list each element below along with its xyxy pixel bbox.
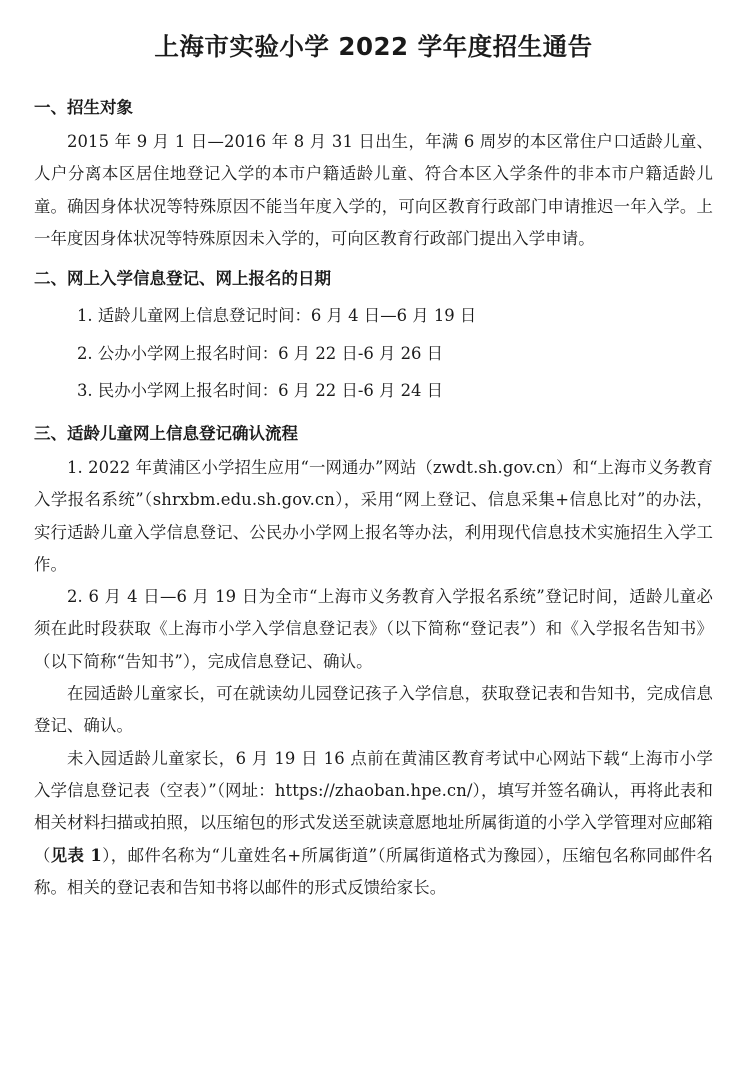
process-paragraph: 在园适龄儿童家长，可在就读幼儿园登记孩子入学信息，获取登记表和告知书，完成信息登记、确认。 — [34, 684, 713, 736]
process-paragraph: 1. 2022 年黄浦区小学招生应用“一网通办”网站（zwdt.sh.gov.cn）和“上海市义务教育入学报名系统”（shrxbm.edu.sh.gov.cn），采用“网上登记、信息采集+信息比对”的办法，实行适龄儿童入学信息登记、公民办小学网上报名等办法，利用现代信息技术实施招生入学工作。 — [34, 457, 713, 574]
date-item: 3. 民办小学网上报名时间：6 月 22 日-6 月 24 日 — [77, 381, 444, 401]
section-registration-dates — [34, 267, 713, 410]
section-heading: 二、网上入学信息登记、网上报名的日期 — [34, 269, 331, 289]
date-item: 2. 公办小学网上报名时间：6 月 22 日-6 月 26 日 — [77, 343, 444, 363]
section-heading: 三、适龄儿童网上信息登记确认流程 — [34, 423, 298, 443]
process-paragraph: 2. 6 月 4 日—6 月 19 日为全市“上海市义务教育入学报名系统”登记时间，适龄儿童必须在此时段获取《上海市小学入学信息登记表》（以下简称“登记表”）和《入学报名告知书》（以下简称“告知书”），完成信息登记、确认。 — [34, 587, 713, 671]
process-paragraph — [34, 743, 713, 904]
paragraph-text: ），邮件名称为“儿童姓名+所属街道”（所属街道格式为豫园），压缩包名称同邮件名称。相关的登记表和告知书将以邮件的形式反馈给家长。 — [34, 845, 713, 897]
date-item: 1. 适龄儿童网上信息登记时间：6 月 4 日—6 月 19 日 — [77, 306, 477, 326]
section-heading: 一、招生对象 — [34, 98, 133, 117]
document-title: 上海市实验小学 2022 学年度招生通告 — [154, 32, 593, 61]
paragraph-text: 未入园适龄儿童家长，6 月 19 日 16 点前在黄浦区教育考试中心网站下载“上海市小学入学信息登记表（空表）”（网址：https://zhaoban.hpe.cn/），填写并签名确认，再将此表和相关材料扫描或拍照，以压缩包的形式发送至就读意愿地址所属街道的小学入学管理对应邮箱（ — [34, 748, 713, 865]
table-reference: 见表 1 — [50, 845, 102, 865]
section-enrollment-target — [34, 96, 713, 255]
section-confirmation-process — [34, 422, 713, 904]
section-paragraph: 2015 年 9 月 1 日—2016 年 8 月 31 日出生，年满 6 周岁的本区常住户口适龄儿童、人户分离本区居住地登记入学的本市户籍适龄儿童、符合本区入学条件的非本市户籍适龄儿童。确因身体状况等特殊原因不能当年度入学的，可向区教育行政部门申请推迟一年入学。上一年度因身体状况等特殊原因未入学的，可向区教育行政部门提出入学申请。 — [34, 132, 713, 248]
